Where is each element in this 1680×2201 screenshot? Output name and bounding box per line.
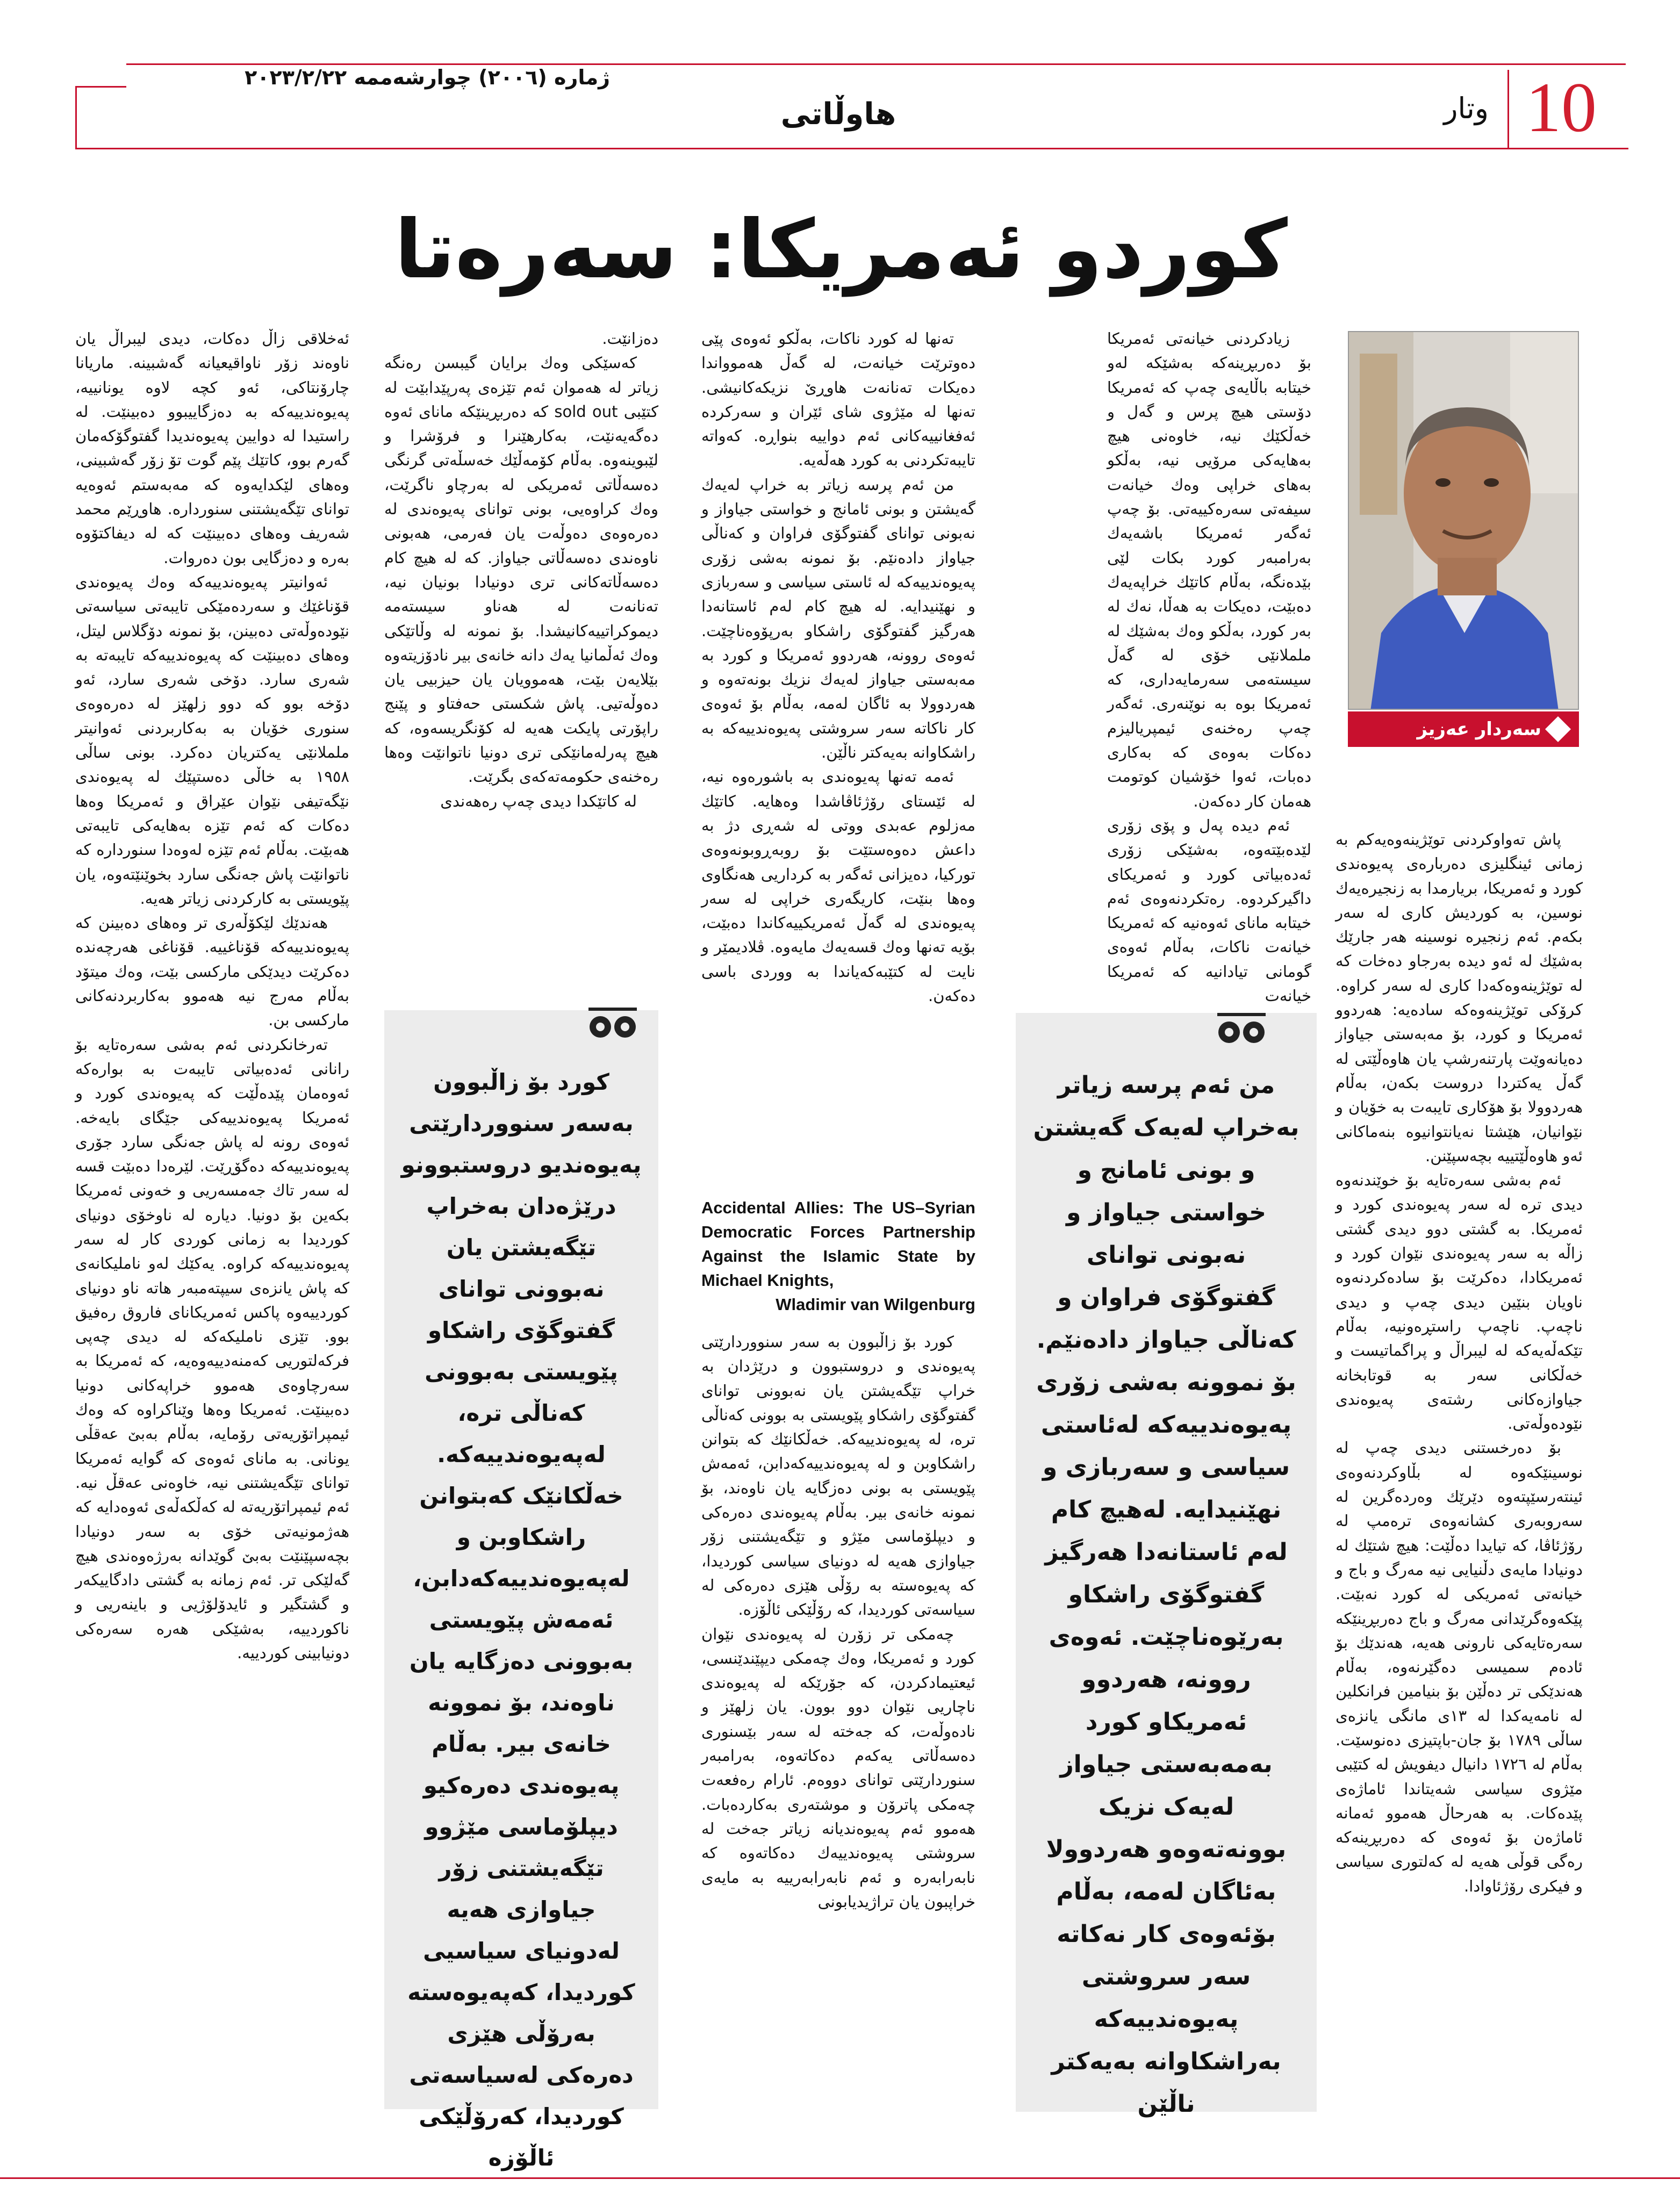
section-label: وتار xyxy=(1444,91,1489,125)
paragraph: تەرخانکردنی ئەم بەشی سەرەتایە بۆ رانانی ئەدەبیاتی تایبەت بە بوارەکە ئەوەمان پێدەڵێت کە پەیوەندی کورد و ئەمریکا پەیوەندییەکی جێگای بایەخە. ئەوەی رونە لە پاش جەنگی سارد جۆری پەیوەندییەکە دەگۆڕێت. لێرەدا دەبێت قسە لە سەر تاك جەمسەریی و خەونی ئەمریکا بکەین بۆ دونیا. دیارە لە ناوخۆی دونیای کوردیدا بە زمانی کوردی کار لە سەر پەیوەندییەکە کراوە. یەکێك لەو ناملیکانەی کە پاش یانزەی سیپتەمبەر هاتە ناو دونیای کوردییەوە پاکس ئەمریکانای فاروق رەفیق بوو. تێزی ناملیکەکە لە دیدی چەپی فرکەلتوریی کەمنەدییەوەیە، کە ئەمریکا بە سەرچاوەی هەموو خراپەکانی دونیا دەبینێت. ئەمریکا وەها وێناکراوە کە وەك ئیمپراتۆریەتی رۆمایە، بەڵام بەبێ عەقڵی یونانی. بە مانای ئەوەی کە گوایە ئەمریکا توانای تێگەیشتنی نیە، خاوەنی عەقڵ نیە. ئەم ئیمپراتۆریەتە لە کەڵکەڵەی ئەوەدایە کە هەژمونیەتی خۆی بە سەر دونیادا بچەسپێنێت بەبێ گوێدانە بەرژەوەندی هیچ گەلێکی تر. ئەم زمانە بە گشتی دادگاییکەر و گشتگیر و ئایدۆلۆژیی و باینەریی و ناکوردییە، بەشێکی هەرە سەرەکی دونیابینی کوردییە. xyxy=(75,1035,349,1663)
page-number: 10 xyxy=(1526,68,1597,147)
quote-icon xyxy=(1217,1013,1266,1048)
paragraph: دەزانێت. xyxy=(602,329,658,348)
author-name-caption: سەردار عەزیز xyxy=(1348,711,1579,747)
article-column-1-bottom xyxy=(1336,828,1583,2128)
paragraph: کورد بۆ زاڵبوون بە سەر سنووردارێتی پەیوەندی و دروستبوون و درێژدان بە خراپ تێگەیشتن یان نەبوونی توانای گفتوگۆی راشکاو پێویستی بە بوونی کەناڵی ترە، لە پەیوەندییەکە. خەڵکانێك کە بتوانن راشکاوبن و لە پەیوەندییەکەدابن، ئەمەش پێویستی بە بونی دەزگایە یان ناوەند، بۆ نمونە خانەی بیر. بەڵام پەیوەندی دەرەکی و دیپلۆماسی مێژو و تێگەیشتنی زۆر جیاوازی هەیە لە دونیای سیاسی کوردیدا، کە پەیوەستە بە رۆڵی هێزی دەرەکی لە سیاسەتی کوردیدا، کە رۆڵێکی ئاڵۆزە. xyxy=(701,1333,975,1619)
paragraph: ئەخلاقی زاڵ دەکات، دیدی لیبراڵ یان ناوەند زۆر ناواقیعیانە گەشبینە. ماریانا چارۆنتاکی، ئەو کچە لاوە یونانییە، پەیوەندییەکە بە دەزگاییبوو دەبینێت. لە راستیدا لە دوایین پەیوەندیدا گفتوگۆکەمان گەرم بوو، کاتێك پێم گوت تۆ زۆر گەشبینی، وەهای لێکدایەوە کە مەبەستم ئەوەیە توانای تێگەیشتنی سنورداره. هاوڕێم محمد شەریف وەهای دەبینێت کە لە دیفاکتۆوە بەرە و دەزگایی بون دەروات. xyxy=(75,329,349,567)
header-left-bracket-top xyxy=(75,86,126,88)
author-portrait-icon xyxy=(1349,332,1579,710)
paragraph: ئەم بەشی سەرەتایە بۆ خوێندنەوە دیدی ترە لە سەر پەیوەندی کورد و ئەمریکا. بە گشتی دوو دیدی گشتی زاڵە بە سەر پەیوەندی نێوان کورد و ئەمریکادا، دەکرێت بۆ سادەکردنەوە ناویان بنێین دیدی چەپ و دیدی ناچەپ. ناچەپ راستڕەونیە، بەڵام تێکەڵەیەکە لە لیبراڵ و پراگماتیست و خەڵکانی سەر بە قوتابخانە جیاوازەکانی رشتەی پەیوەندی نێودەوڵەتی. xyxy=(1336,1171,1583,1433)
paragraph: بۆ دەرخستنی دیدی چەپ لە نوسینێکەوە لە بڵاوکردنەوەی ئینتەرسێپتەوە دێرێك وەردەگرین لە سەروبەری کشانەوەی ترەمپ لە رۆژئاڤا، کە تیایدا دەڵێت: هیچ شتێك لە دونیادا مایەی دڵنیایی نیە مەرگ و باج و خیانەتی ئەمریکی لە کورد نەبێت. پێکەوەگرێدانی مەرگ و باج دەربڕینێکە سەرەتایەکی نارونی هەیە، هەندێك بۆ ئادەم سمیسی دەگێرنەوە، بەڵام هەندێکی تر دەڵێن بۆ بنیامین فرانکلین لە نامەیەکدا لە ١٣ی مانگی یانزەی ساڵی ١٧٨٩ بۆ جان-باپتیزی دەنوسێت. بەڵام لە ١٧٢٦ دانیال دیفویش لە کتێبی مێژوی سیاسی شەیتاندا ئاماژەی پێدەکات. بە هەرحاڵ هەموو ئەمانە ئاماژەن بۆ ئەوەی کە دەربڕینەکە رەگی قوڵی هەیە لە کەلتوری سیاسی و فیکری رۆژئاوادا. xyxy=(1336,1438,1583,1895)
paragraph: ئەمە تەنها پەیوەندی بە باشورەوە نیە، لە ئێستای رۆژئاڤاشدا وەهایە. کاتێك مەزلوم عەبدی ووتی لە شەڕی دژ بە داعش دەوەستێت بۆ روبەڕوبونەوەی تورکیا، دەیزانی ئەگەر بە کرداریی هەنگاوی وەها بنێت، کاریگەری خراپی لە سەر پەیوەندی لە گەڵ ئەمریکییەکاندا دەبێت، بۆیە تەنها وەك قسەیەك مایەوە. ڤلادیمێر و نایت لە کتێبەکەیاندا بە ووردی باسی دەکەن. xyxy=(701,767,975,1005)
book-title: Accidental Allies: The US–Syrian Democratic Forces Partnership Against the Islamic State by Michael Knights, xyxy=(701,1198,975,1290)
article-column-2-bottom xyxy=(701,1330,975,2152)
paragraph: تەنها لە کورد ناکات، بەڵکو ئەوەی پێی دەوترێت خیانەت، لە گەڵ هەموواندا دەیکات تەنانەت هاوڕێ نزیکەکانیشی. تەنها لە مێژوی شای ئێران و سەرکردە ئەفغانییەکانی ئەم دواییە بنواڕە. کەواتە تایبەتکردنی بە کورد هەڵەیە. xyxy=(701,329,975,470)
pullquote-right: من ئەم پرسە زیاتر بەخراپ لەیەک گەیشتن و بونی ئامانج و خواستی جیاواز و نەبونی توانای گفتوگۆی فراوان و کەناڵی جیاواز دادەنێم. بۆ نموونە بەشی زۆری پەیوەندییەکە لەئاستی سیاسی و سەربازی و نهێنیدایە. لەهیچ کام لەم ئاستانەدا هەرگیز گفتوگۆی راشکاو بەرێوەناچێت. ئەوەی روونە، هەردوو ئەمریکاو کورد بەمەبەستی جیاواز لەیەک نزیک بوونەتەوەو هەردوولا بەئاگان لەمە، بەڵام بۆئەوەی کار نەکاتە سەر سروشتی پەیوەندییەکە بەراشکاوانە بەیەکتر ناڵێن xyxy=(1033,1071,1300,2118)
paragraph: ئەم دیدە پەل و پۆی زۆری لێدەبێتەوە، بەشێکی زۆری ئەدەبیاتی کورد و ئەمریکای داگیرکردوە. رەتکردنەوەی ئەم خیتابە مانای ئەوەنیە کە ئەمریکا خیانەت ناکات، بەڵام ئەوەی گومانی تیادانیە کە ئەمریکا خیانەت xyxy=(1107,816,1311,1005)
pullquote-left: کورد بۆ زاڵبوون بەسەر سنووردارێتی پەیوەندیو دروستبوونو درێژەدان بەخراپ تێگەیشتن یان نەبوونی توانای گفتوگۆی راشکاو پێویستی بەبوونی کەناڵی ترە، لەپەیوەندییەکە. خەڵکانێک کەبتوانن راشکاوبن و لەپەیوەندییەکەدابن، ئەمەش پێویستی بەبوونی دەزگایە یان ناوەند، بۆ نموونە خانەی بیر. بەڵام پەیوەندی دەرەکیو دیپلۆماسی مێژوو تێگەیشتنی زۆر جیاوازی هەیە لەدونیای سیاسیی کوردیدا، کەپەیوەستە بەرۆڵی هێزی دەرەکی لەسیاسەتی کوردیدا، کەرۆڵێکی ئاڵۆزە xyxy=(401,1069,642,2171)
article-column-2-top xyxy=(701,327,975,1186)
paragraph: پاش تەواوکردنی توێژینەوەیەکم بە زمانی ئینگلیزی دەربارەی پەیوەندی کورد و ئەمریکا، بریارمدا بە زنجیرەیەك نوسین، بە کوردیش کاری لە سەر بکەم. ئەم زنجیرە نوسینە هەر جارێك بەشێك لە ئەو دیدە بەرجاو دەخات کە لە توێژینەوەکەدا کاری لە سەر کراوە. کرۆکی توێژینەوەکە سادەیە: هەردوو ئەمریکا و کورد، بۆ مەبەستی جیاواز دەیانەوێت پارتنەرشپ یان هاوەڵێتی لە گەڵ یەکتردا دروست بکەن، بەڵام هەردوولا بۆ هۆکاری تایبەت بە خۆیان و نێوانیان، هێشتا نەیانتوانیوە بنەماکانی ئەو هاوەڵێتییە بچەسپێنن. xyxy=(1336,830,1583,1165)
book-reference xyxy=(701,1196,975,1314)
paragraph: ئەوانیتر پەیوەندییەکە وەك پەیوەندی قۆناغێك و سەردەمێکی تایبەتی سیاسەتی نێودەوڵەتی دەبینن، بۆ نمونە دۆگلاس لیتل، وەهای دەبینێت کە پەیوەندییەکە تایبەتە بە شەری سارد. دۆخی شەری سارد، ئەو دۆخە بوو کە دوو زلهێز لە دەرەوەی سنوری خۆیان بە بەکاربردنی ئەوانیتر ململانێی یەکتریان دەکرد. بونی ساڵی ١٩٥٨ بە خاڵی دەستپێك لە پەیوەندی نێگەتیفی نێوان عێراق و ئەمریکا وەها دەکات کە ئەم تێزە بەهایەکی تایبەتی هەبێت. بەڵام ئەم تێزە لەوەدا سنوردارە کە ناتوانێت پاش جەنگی سارد بخوێنێتەوە، یان پێویستی بە کارکردنی زیاتر هەیە. xyxy=(75,572,349,908)
paragraph: هەندێك لێکۆڵەری تر وەهای دەبینن کە پەیوەندییەکە قۆناغییە. قۆناغی هەرچەندە دەکرێت دیدێکی مارکسی بێت، وەك میتۆد بەڵام مەرج نیە هەموو بەکاربردنەکانی مارکسی بن. xyxy=(75,914,349,1030)
paragraph: زیادکردنی خیانەتی ئەمریکا بۆ دەربڕینەکە بەشێکە لەو خیتابە باڵایەی چەپ کە ئەمریکا دۆستی هیچ پرس و گەل و خەڵکێك نیە، خاوەنی هیچ بەهایەکی مرۆیی نیە، بەڵکو بەهای خراپی وەك خیانەت سیفەتی سەرەکییەتی. بۆ چەپ ئەگەر ئەمریکا باشەیەك بەرامبەر کورد بکات لێی بێدەنگە، بەڵام کاتێك خراپەیەك دەبێت، دەیکات بە هەڵا، نەك لە بەر کورد، بەڵکو وەك بەشێك لە ململانێی خۆی لە گەڵ سیستەمی سەرمایەداری، کە ئەمریکا بوە بە نوێنەری. ئەگەر چەپ رەخنەی ئیمپریالیزم دەکات بەوەی کە بەکاری دەبات، ئەوا خۆشیان کوتومت هەمان کار دەکەن. xyxy=(1107,329,1311,810)
quote-icon xyxy=(588,1008,637,1042)
page-number-divider xyxy=(1507,70,1509,149)
article-column-3-top xyxy=(384,327,658,955)
article-column-4 xyxy=(75,327,349,2143)
paragraph: کەسێکی وەك برایان گیبسن رەنگە زیاتر لە هەموان ئەم تێزەی پەرپێدابێت لە کتێبی sold out کە دەربڕینێکە مانای ئەوە دەگەیەنێت، بەکارهێنرا و فرۆشرا و لێبوینەوە. بەڵام کۆمەڵێك خەسڵەتی گرنگی دەسەڵاتی ئەمریکی لە بەرچاو ناگرێت، وەك کراوەیی، بونی توانای پەیوەندی لە دەرەوەی دەوڵەت یان فەرمی، هەبونی ناوەندی دەسەڵاتی جیاواز. کە لە هیچ کام دەسەڵاتەکانی تری دونیادا بونیان نیە، تەنانەت لە هەناو سیستەمە دیموکراتییەکانیشدا. بۆ نمونە لە وڵاتێکی وەك ئەڵمانیا یەك دانە خانەی بیر نادۆزیتەوە بێلایەن بێت، هەموویان یان حیزبیی یان دەوڵەتیی. پاش شکستی حەفتاو و پێنج راپۆرتی پایکت هەیە لە کۆنگریسەوە، کە هیچ پەرلەمانێکی تری دونیا ناتوانێت وەها رەخنەی حکومەتەکەی بگرێت. xyxy=(384,354,658,786)
paragraph: لە کاتێکدا دیدی چەپ رەهەندی xyxy=(440,792,637,810)
footer-rule xyxy=(0,2177,1680,2179)
header-left-bracket xyxy=(75,86,77,149)
newspaper-logo: هاوڵاتی xyxy=(780,97,896,132)
issue-date-line: ژمارە (٢٠٠٦) چوارشەممە ٢٠٢٣/٢/٢٢ xyxy=(245,66,610,89)
author-photo xyxy=(1348,331,1579,710)
book-author: Wladimir van Wilgenburg xyxy=(776,1295,975,1314)
header-rule xyxy=(75,148,1628,149)
paragraph: من ئەم پرسە زیاتر بە خراپ لەیەك گەیشتن و بونی ئامانج و خواستی جیاواز و نەبونی توانای گفتوگۆی فراوان و کەناڵی جیاواز دادەنێم. بۆ نمونە بەشی زۆری پەیوەندییەکە لە ئاستی سیاسی و سەربازی و نهێنیدایە. لە هیچ کام لەم ئاستانەدا هەرگیز گفتوگۆی راشکاو بەرپۆوەناچێت. ئەوەی روونە، هەردوو ئەمریکا و کورد بە مەبەستی جیاواز لەیەك نزیك بونەتەوە و هەردوولا بە ئاگان لەمە، بەڵام بۆ ئەوەی کار ناکاتە سەر سروشتی پەیوەندییەکە بە راشکاوانە بەیەکتر ناڵێن. xyxy=(701,475,975,762)
headline: کوردو ئەمریکا: سەرەتا xyxy=(394,203,1288,297)
article-column-1-top xyxy=(1107,327,1311,1005)
paragraph: چەمکی تر زۆرن لە پەیوەندی نێوان کورد و ئەمریکا، وەك چەمکی دیپێندێنسی، ئیعتیمادکردن، کە جۆرێکە لە پەیوەندی ناچاریی نێوان دوو بوون. یان زلهێز و نادەوڵەت، کە جەختە لە سەر بێسنوری دەسەڵاتی یەکەم دەکاتەوە، بەرامبەر سنوردارێتی توانای دووەم. ئارام رەفعەت چەمکی پاترۆن و موشتەری بەکاردەبات. هەموو ئەم پەیوەندیانە زیاتر جەخت لە سروشتی پەیوەندییەك دەکاتەوە کە نابەرابەرە و ئەم نابەرابەرییە بە مایەی خراپبون یان تراژیدیابونی xyxy=(701,1624,975,1911)
header-top-rule xyxy=(126,63,1626,65)
